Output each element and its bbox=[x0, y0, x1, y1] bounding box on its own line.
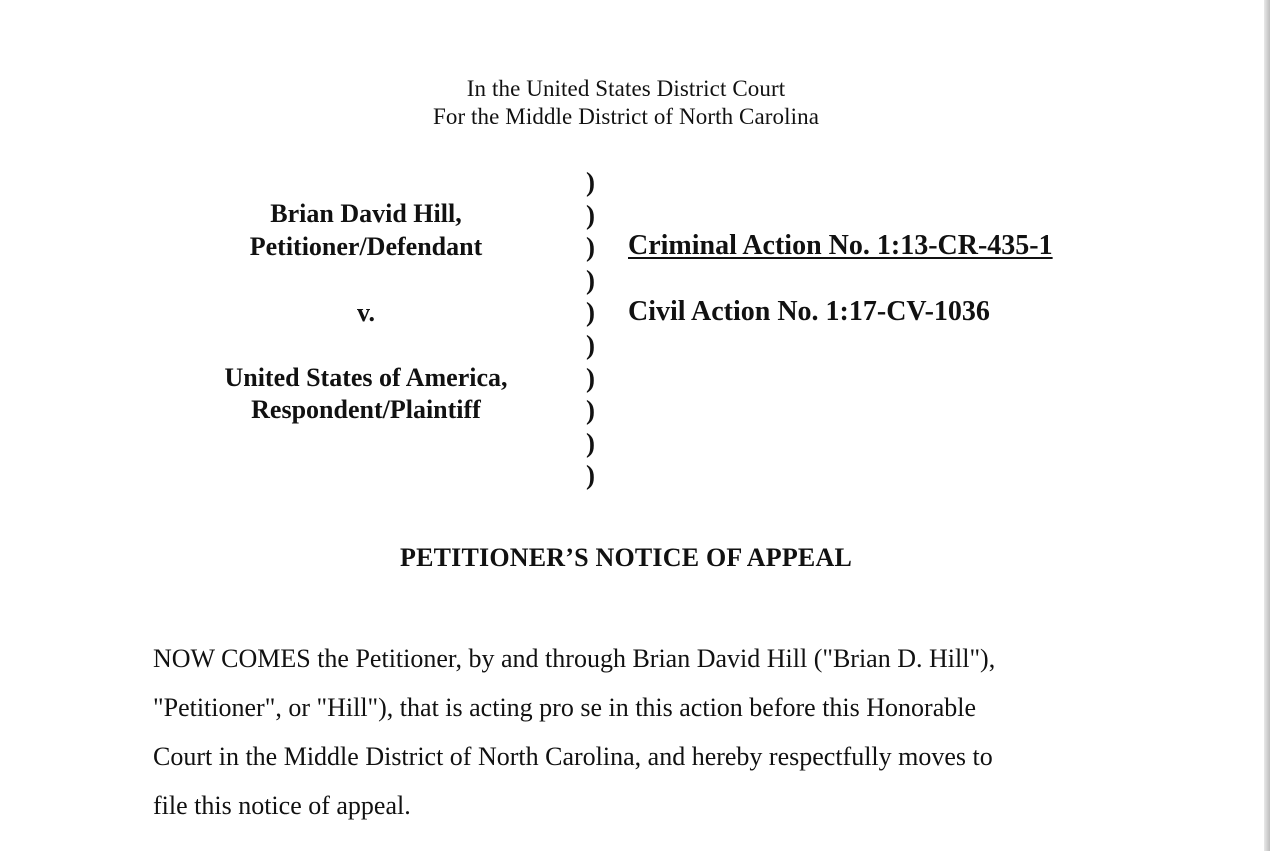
petitioner-name: Brian David Hill, bbox=[270, 199, 462, 228]
caption-paren: ) bbox=[586, 232, 595, 263]
document-title: PETITIONER’S NOTICE OF APPEAL bbox=[400, 543, 852, 572]
body-text-line: "Petitioner", or "Hill"), that is acting pro se in this action before this Honorable bbox=[153, 693, 976, 722]
caption-paren: ) bbox=[586, 427, 595, 458]
civil-action-number: Civil Action No. 1:17-CV-1036 bbox=[628, 296, 990, 327]
petitioner-role: Petitioner/Defendant bbox=[249, 232, 483, 261]
page-edge-shadow bbox=[1264, 0, 1270, 851]
court-name: In the United States District Court bbox=[466, 76, 786, 101]
caption-paren: ) bbox=[586, 362, 595, 393]
body-text-line: file this notice of appeal. bbox=[153, 791, 411, 820]
versus-label: v. bbox=[356, 298, 376, 327]
caption-paren: ) bbox=[586, 264, 595, 295]
caption-parentheses bbox=[586, 166, 595, 492]
body-text-line: Court in the Middle District of North Carolina, and hereby respectfully moves to bbox=[153, 742, 993, 771]
court-district: For the Middle District of North Carolina bbox=[432, 104, 820, 129]
caption-paren: ) bbox=[586, 329, 595, 360]
respondent-role: Respondent/Plaintiff bbox=[251, 395, 481, 424]
caption-paren: ) bbox=[586, 395, 595, 426]
caption-paren: ) bbox=[586, 199, 595, 230]
caption-paren: ) bbox=[586, 297, 595, 328]
body-text-line: NOW COMES the Petitioner, by and through Brian David Hill ("Brian D. Hill"), bbox=[153, 644, 996, 673]
criminal-action-number: Criminal Action No. 1:13-CR-435-1 bbox=[628, 230, 1053, 261]
respondent-name: United States of America, bbox=[224, 363, 508, 392]
caption-paren: ) bbox=[586, 460, 595, 491]
caption-paren: ) bbox=[586, 167, 595, 197]
